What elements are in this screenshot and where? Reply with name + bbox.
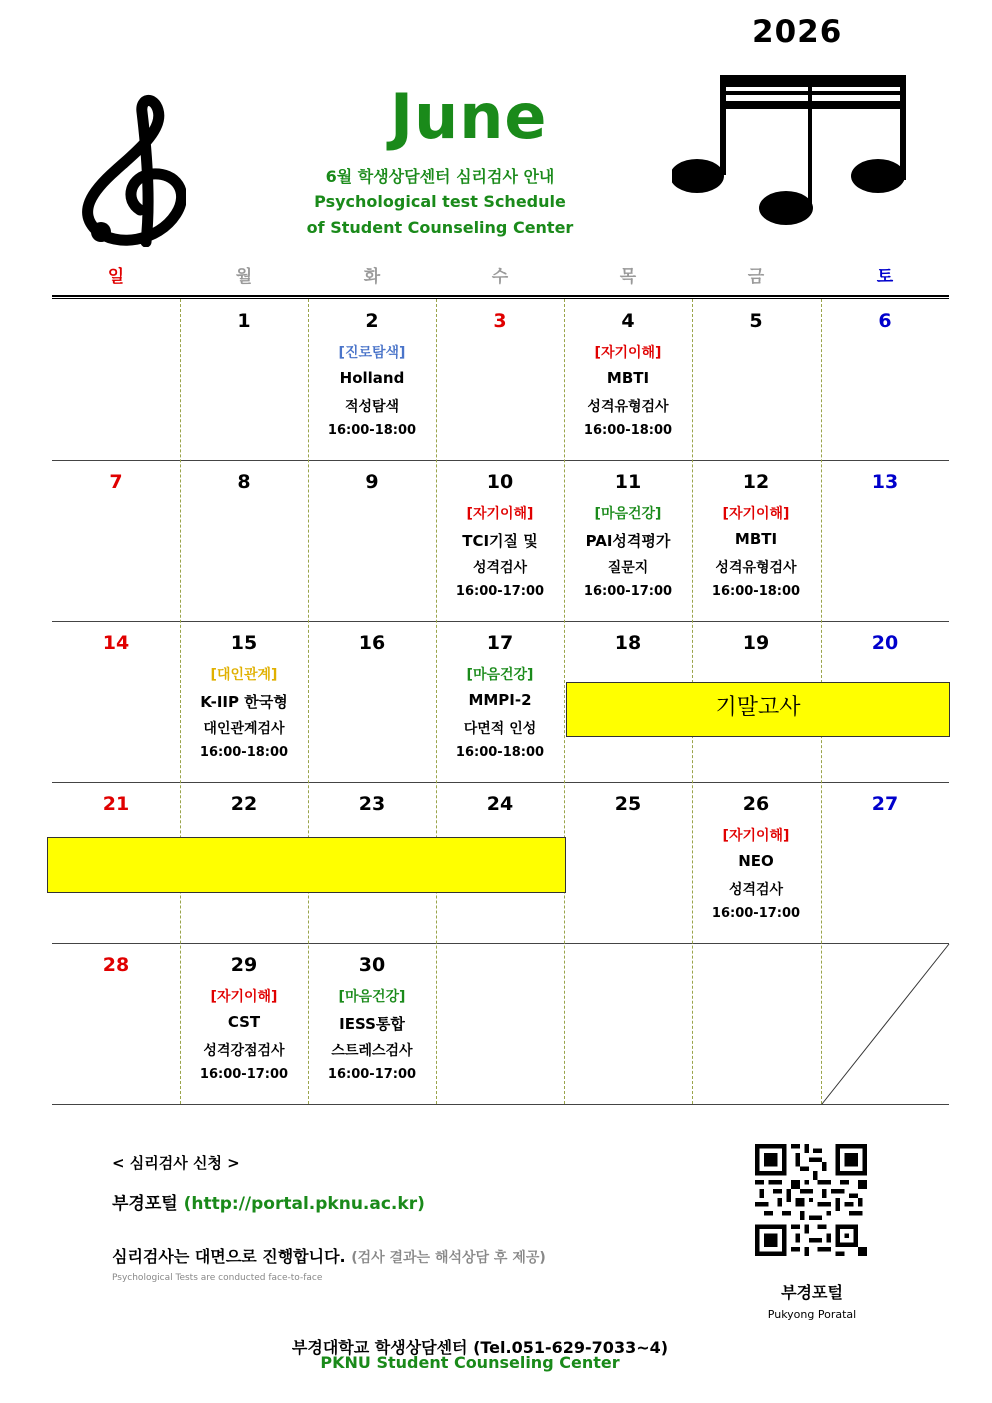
test-category: [마음건강] (466, 667, 534, 683)
portal-link[interactable]: (http://portal.pknu.ac.kr) (183, 1194, 425, 1214)
test-time: 16:00-17:00 (583, 584, 673, 599)
test-name: NEO (738, 852, 774, 870)
qr-sublabel: Pukyong Poratal (767, 1308, 857, 1321)
weekday-label: 일 (107, 267, 125, 287)
day-number: 11 (614, 471, 642, 493)
day-number: 16 (358, 632, 386, 654)
test-description: 성격검사 (472, 560, 528, 576)
test-time: 16:00-18:00 (711, 584, 801, 599)
test-time: 16:00-18:00 (199, 745, 289, 760)
day-number: 23 (358, 793, 386, 815)
diagonal-line (821, 943, 951, 1105)
month-title: June (390, 80, 548, 153)
music-notes-icon (672, 72, 912, 227)
face-to-face-english: Psychological Tests are conducted face-to-face (112, 1273, 323, 1283)
test-category: [마음건강] (594, 506, 662, 522)
day-number: 22 (230, 793, 258, 815)
header-rule-thin (52, 298, 949, 299)
test-name: MBTI (734, 530, 778, 548)
day-number: 17 (486, 632, 514, 654)
day-number: 6 (878, 310, 892, 332)
test-time: 16:00-17:00 (199, 1067, 289, 1082)
test-description: 대인관계검사 (203, 721, 285, 737)
face-to-face-note: (검사 결과는 해석상담 후 제공) (351, 1250, 546, 1266)
day-number: 3 (493, 310, 507, 332)
day-number: 9 (365, 471, 379, 493)
test-description: 성격검사 (728, 882, 784, 898)
test-name: Holland (339, 369, 405, 387)
test-description: 성격강점검사 (203, 1043, 285, 1059)
exam-band-week4 (47, 837, 566, 893)
test-category: [자기이해] (594, 345, 662, 361)
test-time: 16:00-17:00 (711, 906, 801, 921)
day-number: 5 (749, 310, 763, 332)
day-divider (564, 299, 565, 1104)
day-number: 30 (358, 954, 386, 976)
day-number: 1 (237, 310, 251, 332)
test-description: 성격유형검사 (715, 560, 797, 576)
footer-english: PKNU Student Counseling Center (320, 1353, 620, 1372)
test-name: PAI성격평가 (585, 532, 671, 550)
test-category: [자기이해] (722, 506, 790, 522)
day-number: 26 (742, 793, 770, 815)
treble-clef-icon (66, 92, 186, 247)
weekday-label: 토 (876, 267, 894, 287)
test-time: 16:00-18:00 (455, 745, 545, 760)
test-category: [대인관계] (210, 667, 278, 683)
day-number: 20 (871, 632, 899, 654)
day-number: 24 (486, 793, 514, 815)
footer-korean: 부경대학교 학생상담센터 (Tel.051-629-7033~4) (291, 1338, 669, 1357)
day-number: 13 (871, 471, 899, 493)
subtitle-korean: 6월 학생상담센터 심리검사 안내 (325, 167, 555, 186)
test-description: 질문지 (607, 560, 649, 576)
week-divider (52, 460, 949, 461)
apply-title: < 심리검사 신청 > (112, 1154, 240, 1172)
week-divider (52, 782, 949, 783)
day-number: 19 (742, 632, 770, 654)
day-number: 29 (230, 954, 258, 976)
day-number: 7 (109, 471, 123, 493)
test-description: 스트레스검사 (331, 1043, 413, 1059)
header-rule (52, 295, 949, 297)
test-name: MBTI (606, 369, 650, 387)
test-category: [자기이해] (722, 828, 790, 844)
week-divider (52, 1104, 949, 1105)
test-description: 적성탐색 (344, 399, 400, 415)
day-number: 4 (621, 310, 635, 332)
test-name: MMPI-2 (468, 691, 532, 709)
test-time: 16:00-17:00 (455, 584, 545, 599)
day-number: 15 (230, 632, 258, 654)
day-number: 25 (614, 793, 642, 815)
weekday-label: 월 (235, 267, 253, 287)
portal-line (112, 1189, 425, 1214)
day-number: 10 (486, 471, 514, 493)
week-divider (52, 943, 949, 944)
weekday-label: 목 (619, 267, 637, 287)
test-category: [진로탐색] (338, 345, 406, 361)
test-name: IESS통합 (339, 1015, 405, 1033)
day-number: 8 (237, 471, 251, 493)
face-to-face-text: 심리검사는 대면으로 진행합니다. (112, 1247, 346, 1266)
qr-code-icon[interactable] (752, 1144, 870, 1256)
test-description: 다면적 인성 (463, 721, 537, 737)
test-name: K-IIP 한국형 (200, 693, 288, 711)
day-number: 18 (614, 632, 642, 654)
day-number: 12 (742, 471, 770, 493)
day-number: 2 (365, 310, 379, 332)
exam-label: 기말고사 (715, 695, 801, 720)
day-number: 27 (871, 793, 899, 815)
qr-label: 부경포털 (781, 1283, 843, 1302)
test-category: [마음건강] (338, 989, 406, 1005)
test-name: TCI기질 및 (462, 532, 538, 550)
day-number: 21 (102, 793, 130, 815)
test-name: CST (227, 1013, 261, 1031)
test-description: 성격유형검사 (587, 399, 669, 415)
weekday-label: 화 (363, 267, 381, 287)
test-category: [자기이해] (210, 989, 278, 1005)
day-divider (308, 299, 309, 1104)
test-time: 16:00-18:00 (327, 423, 417, 438)
portal-prefix: 부경포털 (112, 1194, 178, 1214)
weekday-label: 수 (491, 267, 509, 287)
test-time: 16:00-17:00 (327, 1067, 417, 1082)
face-to-face-line (112, 1244, 546, 1267)
subtitle-english-2: of Student Counseling Center (306, 218, 574, 237)
day-number: 28 (102, 954, 130, 976)
weekday-label: 금 (747, 267, 765, 287)
week-divider (52, 621, 949, 622)
subtitle-english-1: Psychological test Schedule (314, 192, 566, 211)
year-label: 2026 (752, 14, 843, 50)
test-time: 16:00-18:00 (583, 423, 673, 438)
day-number: 14 (102, 632, 130, 654)
test-category: [자기이해] (466, 506, 534, 522)
